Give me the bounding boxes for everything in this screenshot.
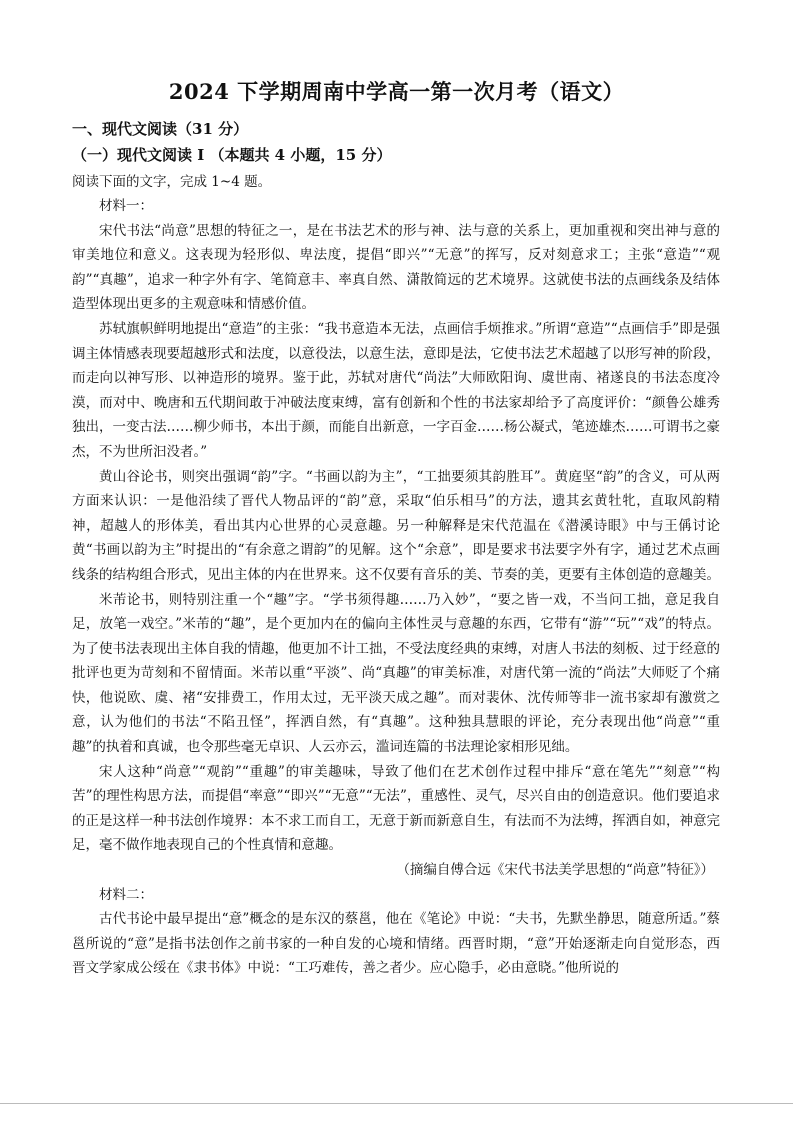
source-citation: （摘编自傅合远《宋代书法美学思想的“尚意”特征》） — [396, 862, 714, 879]
page-divider — [0, 1103, 793, 1104]
exam-title: 2024 下学期周南中学高一第一次月考（语文） — [168, 79, 625, 104]
reading-passage — [72, 194, 720, 981]
reading-instruction: 阅读下面的文字，完成 1~4 题。 — [72, 174, 272, 190]
passage-paragraph: 米芾论书，则特别注重一个“趣”字。“学书须得趣……乃入妙”，“要之皆一戏，不当问工拙，意足我自足，放笔一戏空。”米芾的“趣”，是个更加内在的偏向主体性灵与意趣的东西，它带有“游”“玩”“戏”的特点。为了使书法表现出主体自我的情趣，他更加不计工拙，不受法度经典的束缚，对唐人书法的刻板、过于经意的批评也更为苛刻和不留情面。米芾以重“平淡”、尚“真趣”的审美标准，对唐代第一流的“尚法”大师贬了个痛快，他说欧、虞、褚“安排费工，作用太过，无平淡天成之趣”。而对裴休、沈传师等非一流书家却有激赏之意，认为他们的书法“不陷丑怪”，挥洒自然，有“真趣”。这种独具慧眼的评论，充分表现出他“尚意”“重趣”的执着和真诚，也令那些毫无卓识、人云亦云，滥词连篇的书法理论家相形见绌。 — [72, 591, 720, 756]
material1-label: 材料一： — [99, 198, 153, 214]
material2-label: 材料二： — [99, 886, 153, 903]
section-heading: 一、现代文阅读（31 分） — [72, 120, 249, 138]
passage-paragraph: 古代书论中最早提出“意”概念的是东汉的蔡邕，他在《笔论》中说：“夫书，先默坐静思，随意所适。”蔡邕所说的“意”是指书法创作之前书家的一种自发的心境和情绪。西晋时期，“意”开始逐渐走向自觉形态，西晋文学家成公绥在《隶书体》中说：“工巧难传，善之者少。应心隐手，必由意晓。”他所说的 — [72, 911, 720, 977]
passage-paragraph: 宋人这种“尚意”“观韵”“重趣”的审美趣味，导致了他们在艺术创作过程中排斥“意在笔先”“刻意”“构苦”的理性构思方法，而提倡“率意”“即兴”“无意”“无法”，重感性、灵气，尽兴自由的创造意识。他们要追求的正是这样一种书法创作境界：本不求工而自工，无意于新而新意自生，有法而不为法缚，挥洒自如，神意完足，毫不做作地表现自己的个性真情和意趣。 — [72, 763, 720, 854]
subsection-heading: （一）现代文阅读 I （本题共 4 小题，15 分） — [72, 146, 392, 164]
passage-paragraph: 苏轼旗帜鲜明地提出“意造”的主张：“我书意造本无法，点画信手烦推求。”所谓“意造”“点画信手”即是强调主体情感表现要超越形式和法度，以意役法，以意生法，意即是法，它使书法艺术超越了以形写神的阶段，而走向以神写形、以神造形的境界。鉴于此，苏轼对唐代“尚法”大师欧阳询、虞世南、褚遂良的书法态度冷漠，而对中、晚唐和五代期间敢于冲破法度束缚，富有创新和个性的书法家却给予了高度评价：“颜鲁公雄秀独出，一变古法……柳少师书，本出于颜，而能自出新意，一字百金……杨公凝式，笔迹雄杰……可谓书之豪杰，不为世所汩没者。” — [72, 320, 720, 460]
passage-paragraph: 宋代书法“尚意”思想的特征之一，是在书法艺术的形与神、法与意的关系上，更加重视和突出神与意的审美地位和意义。这表现为轻形似、卑法度，提倡“即兴”“无意”的挥写，反对刻意求工；主张“意造”“观韵”“真趣”，追求一种字外有字、笔简意丰、率真自然、潇散简远的艺术境界。这就使书法的点画线条及结体造型体现出更多的主观意味和情感价值。 — [72, 222, 720, 313]
passage-paragraph: 黄山谷论书，则突出强调“韵”字。“书画以韵为主”，“工拙要须其韵胜耳”。黄庭坚“韵”的含义，可从两方面来认识：一是他沿续了晋代人物品评的“韵”意，采取“伯乐相马”的方法，遗其玄黄牡牝，直取风韵精神，超越人的形体美，看出其内心世界的心灵意趣。另一种解释是宋代范温在《潜溪诗眼》中与王偁讨论黄“书画以韵为主”时提出的“有余意之谓韵”的见解。这个“余意”，即是要求书法要字外有字，通过艺术点画线条的结构组合形式，见出主体的内在世界来。这不仅要有音乐的美、节奏的美，更要有主体创造的意趣美。 — [72, 468, 720, 583]
